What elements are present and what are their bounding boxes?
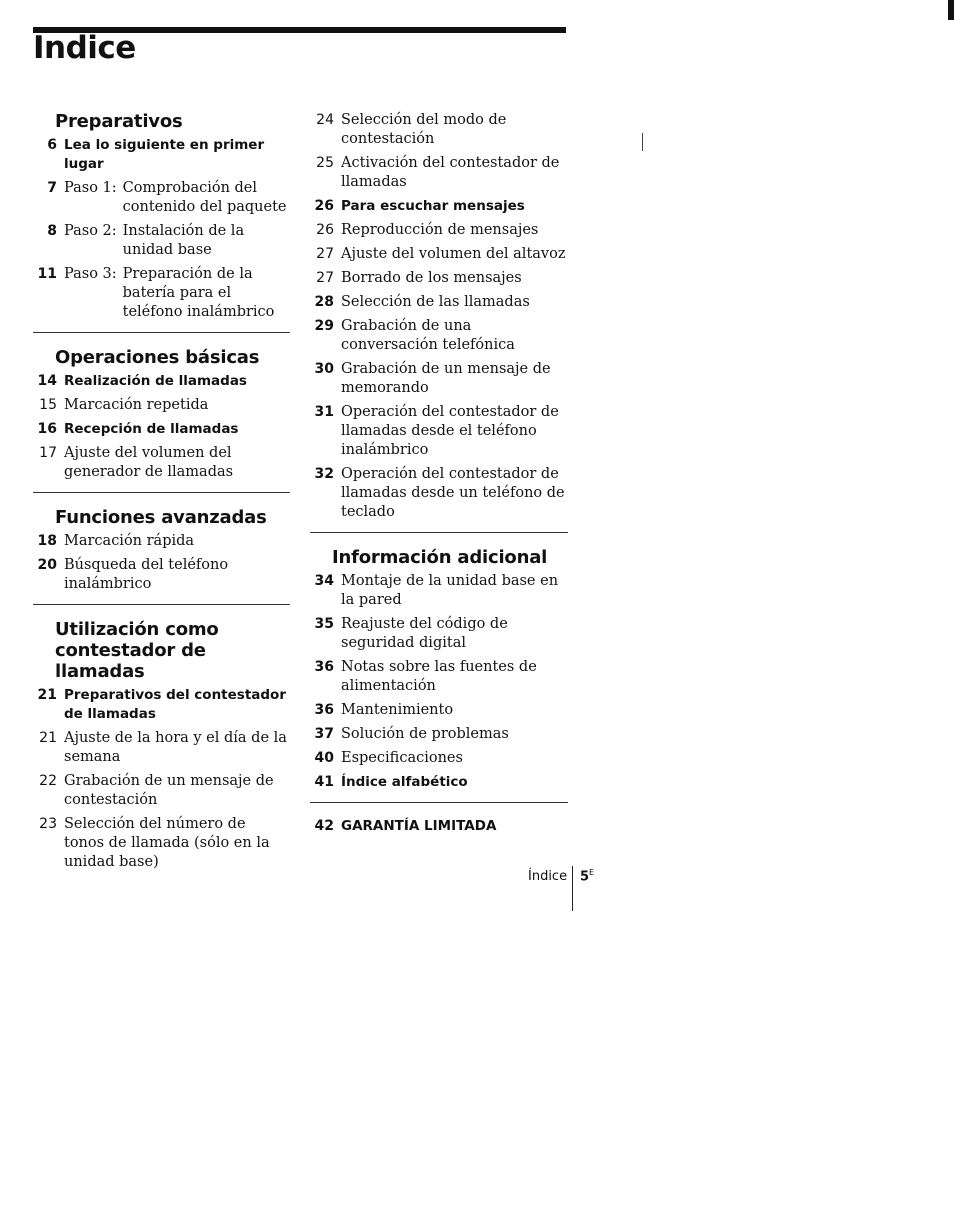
toc-page-number: 37 [314, 726, 334, 742]
toc-page-number: 35 [314, 616, 334, 632]
toc-step-label: Paso 3: [64, 266, 117, 282]
toc-page-number: 29 [314, 318, 334, 334]
toc-entry-title: Realización de llamadas [64, 373, 247, 389]
toc-entry-title: Mantenimiento [341, 702, 454, 718]
toc-section [33, 347, 290, 482]
toc-entry-title: Selección de las llamadas [341, 294, 530, 310]
toc-page-number: 15 [39, 397, 57, 413]
toc-entry[interactable] [310, 245, 568, 264]
toc-entry[interactable] [310, 197, 568, 216]
toc-column-left [33, 111, 290, 877]
toc-entry[interactable] [310, 403, 568, 460]
toc-entry-title: Solución de problemas [341, 726, 509, 742]
toc-step-label: Paso 1: [64, 180, 117, 196]
toc-entry[interactable] [33, 444, 290, 482]
toc-entry[interactable] [33, 265, 290, 322]
toc-entry-title: Borrado de los mensajes [341, 270, 522, 286]
toc-page-number: 24 [316, 112, 334, 128]
toc-page-number: 21 [37, 687, 57, 703]
section-heading: Utilización como contestador de llamadas [55, 619, 219, 682]
toc-entry-title: Grabación de un mensaje de memorando [341, 361, 551, 396]
toc-entry-title: Preparativos del contestador de llamadas [64, 687, 286, 722]
toc-section [33, 619, 290, 872]
toc-page-number: 25 [316, 155, 334, 171]
toc-page-number: 23 [39, 816, 57, 832]
toc-entry[interactable] [33, 372, 290, 391]
toc-page-number: 27 [316, 246, 334, 262]
toc-page-number: 20 [37, 557, 57, 573]
toc-page-number: 26 [314, 198, 334, 214]
toc-page-number: 28 [314, 294, 334, 310]
footer-label: Índice [528, 869, 568, 884]
section-divider [310, 802, 568, 803]
toc-entry[interactable] [310, 817, 568, 836]
toc-entry-text [64, 222, 290, 260]
toc-page-number: 22 [39, 773, 57, 789]
toc-entry-title: Para escuchar mensajes [341, 198, 525, 214]
toc-page-number: 16 [37, 421, 57, 437]
toc-page-number: 17 [39, 445, 57, 461]
toc-page-number: 6 [47, 137, 57, 153]
section-divider [33, 332, 290, 333]
toc-entry[interactable] [310, 317, 568, 355]
toc-entry[interactable] [310, 293, 568, 312]
toc-page-number: 18 [37, 533, 57, 549]
toc-entry[interactable] [310, 725, 568, 744]
toc-section [33, 507, 290, 594]
toc-section [310, 111, 568, 522]
toc-entry-text [64, 265, 290, 322]
toc-page-number: 34 [314, 573, 334, 589]
toc-entry-title: Marcación repetida [64, 397, 209, 413]
toc-entry[interactable] [33, 772, 290, 810]
toc-entry[interactable] [310, 269, 568, 288]
toc-column-right [310, 111, 568, 841]
toc-entry[interactable] [33, 396, 290, 415]
toc-page-number: 30 [314, 361, 334, 377]
toc-entry[interactable] [33, 532, 290, 551]
toc-section [310, 547, 568, 792]
toc-entry-title: Operación del contestador de llamadas desde un teléfono de teclado [341, 466, 565, 520]
toc-entry-title: Búsqueda del teléfono inalámbrico [64, 557, 229, 592]
toc-entry[interactable] [310, 572, 568, 610]
toc-entry[interactable] [33, 815, 290, 872]
section-divider [33, 492, 290, 493]
toc-entry-title: Ajuste del volumen del altavoz [341, 246, 566, 262]
toc-section [33, 111, 290, 322]
toc-entry-title: Comprobación del contenido del paquete [122, 180, 287, 215]
toc-entry-text [64, 179, 290, 217]
section-heading: Información adicional [332, 547, 548, 568]
toc-page-number: 41 [314, 774, 334, 790]
toc-page-number: 40 [314, 750, 334, 766]
toc-entry[interactable] [310, 465, 568, 522]
toc-page-number: 36 [314, 659, 334, 675]
toc-page-number: 8 [47, 223, 57, 239]
page-title: Índice [33, 30, 136, 66]
toc-page-number: 27 [316, 270, 334, 286]
toc-entry-title: Selección del modo de contestación [341, 112, 507, 147]
toc-entry[interactable] [310, 658, 568, 696]
toc-entry[interactable] [33, 136, 290, 174]
toc-entry[interactable] [33, 420, 290, 439]
toc-entry-title: Ajuste del volumen del generador de llamadas [64, 445, 234, 480]
footer-page-number [580, 868, 594, 884]
toc-entry[interactable] [310, 221, 568, 240]
toc-entry[interactable] [33, 179, 290, 217]
section-heading: Funciones avanzadas [55, 507, 267, 528]
toc-entry[interactable] [310, 360, 568, 398]
toc-page-number: 7 [47, 180, 57, 196]
toc-entry-title: Reajuste del código de seguridad digital [341, 616, 508, 651]
toc-entry-title: Grabación de un mensaje de contestación [64, 773, 274, 808]
section-divider [33, 604, 290, 605]
toc-entry-title: Instalación de la unidad base [122, 223, 245, 258]
toc-entry-title: Reproducción de mensajes [341, 222, 539, 238]
toc-page-number: 31 [314, 404, 334, 420]
toc-entry-title: Lea lo siguiente en primer lugar [64, 137, 265, 172]
toc-page-number: 21 [39, 730, 57, 746]
toc-entry[interactable] [33, 729, 290, 767]
toc-entry-title: Activación del contestador de llamadas [341, 155, 560, 190]
toc-entry-title: Marcación rápida [64, 533, 195, 549]
section-heading: Operaciones básicas [55, 347, 260, 368]
toc-entry-title: Notas sobre las fuentes de alimentación [341, 659, 537, 694]
toc-section [310, 817, 568, 836]
toc-step-label: Paso 2: [64, 223, 117, 239]
section-heading: Preparativos [55, 111, 183, 132]
toc-entry-title: Preparación de la batería para el teléfono inalámbrico [122, 266, 275, 320]
toc-entry-title: Especificaciones [341, 750, 463, 766]
toc-entry[interactable] [310, 111, 568, 149]
footer-divider [572, 866, 573, 911]
toc-entry[interactable] [310, 749, 568, 768]
toc-page-number: 14 [37, 373, 57, 389]
footer-page-suffix: E [589, 868, 595, 877]
edge-mark [948, 0, 954, 20]
toc-entry-title: Montaje de la unidad base en la pared [341, 573, 559, 608]
toc-entry[interactable] [310, 615, 568, 653]
toc-entry[interactable] [310, 773, 568, 792]
toc-entry-title: GARANTÍA LIMITADA [341, 818, 497, 834]
section-divider [310, 532, 568, 533]
toc-entry-title: Operación del contestador de llamadas desde el teléfono inalámbrico [341, 404, 559, 458]
margin-tick [642, 133, 643, 151]
toc-page-number: 11 [37, 266, 57, 282]
toc-entry[interactable] [310, 154, 568, 192]
toc-entry[interactable] [33, 222, 290, 260]
toc-entry[interactable] [33, 686, 290, 724]
toc-entry[interactable] [310, 701, 568, 720]
toc-page-number: 32 [314, 466, 334, 482]
toc-page-number: 26 [316, 222, 334, 238]
toc-entry-title: Ajuste de la hora y el día de la semana [64, 730, 287, 765]
toc-entry-title: Índice alfabético [341, 774, 468, 790]
toc-entry-title: Selección del número de tonos de llamada (sólo en la unidad base) [64, 816, 270, 870]
toc-entry[interactable] [33, 556, 290, 594]
toc-entry-title: Recepción de llamadas [64, 421, 239, 437]
toc-page-number: 36 [314, 702, 334, 718]
toc-entry-title: Grabación de una conversación telefónica [341, 318, 515, 353]
toc-page-number: 42 [314, 818, 334, 834]
footer-page-digit: 5 [580, 869, 590, 885]
